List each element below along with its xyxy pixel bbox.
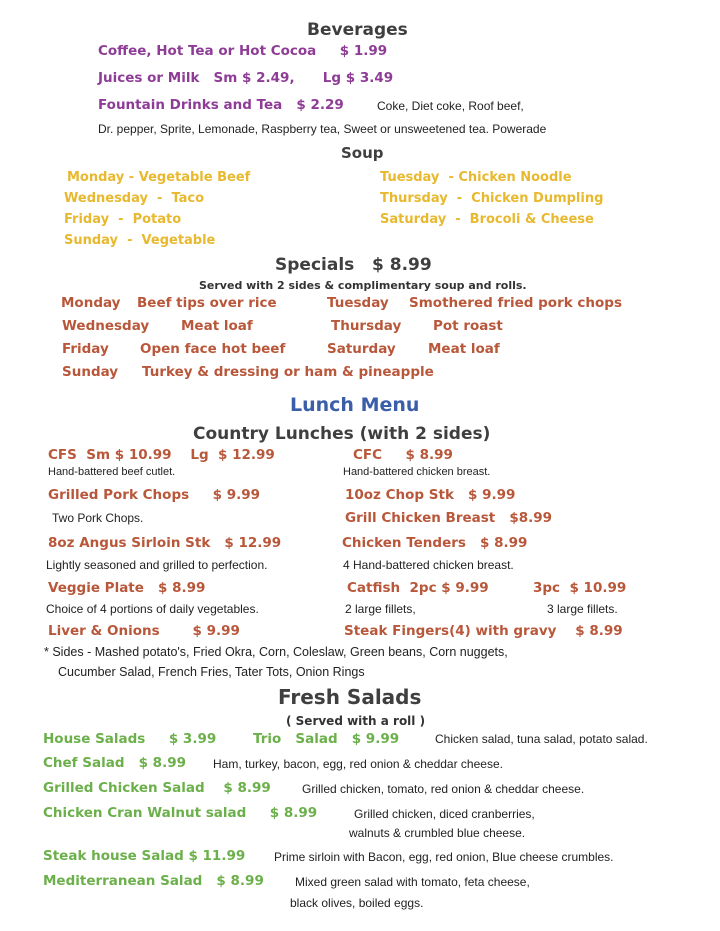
steak-fingers-item: Steak Fingers(4) with gravy $ 8.99 bbox=[344, 623, 623, 639]
soup-title: Soup bbox=[341, 144, 384, 162]
special-day: Wednesday bbox=[62, 318, 150, 334]
soup-thursday: Thursday - Chicken Dumpling bbox=[380, 191, 604, 206]
soup-friday: Friday - Potato bbox=[64, 212, 182, 227]
soup-monday: Monday - Vegetable Beef bbox=[67, 170, 251, 185]
chef-desc: Ham, turkey, bacon, egg, red onion & cheddar cheese. bbox=[213, 757, 503, 771]
sirloin-desc: Lightly seasoned and grilled to perfection. bbox=[46, 558, 268, 572]
chop-item: 10oz Chop Stk $ 9.99 bbox=[345, 487, 516, 503]
pork-item: Grilled Pork Chops $ 9.99 bbox=[48, 487, 261, 503]
cran-walnut-salad: Chicken Cran Walnut salad $ 8.99 bbox=[43, 805, 318, 821]
cran-walnut-desc-2: walnuts & crumbled blue cheese. bbox=[349, 826, 526, 840]
special-day: Saturday bbox=[327, 341, 396, 357]
salads-subtitle: ( Served with a roll ) bbox=[286, 714, 426, 728]
soup-wednesday: Wednesday - Taco bbox=[64, 191, 205, 206]
cfc-desc: Hand-battered chicken breast. bbox=[343, 466, 491, 478]
sirloin-item: 8oz Angus Sirloin Stk $ 12.99 bbox=[48, 535, 282, 551]
catfish-item: Catfish 2pc $ 9.99 bbox=[347, 580, 489, 596]
tenders-desc: 4 Hand-battered chicken breast. bbox=[343, 558, 514, 572]
catfish-3pc-desc: 3 large fillets. bbox=[547, 602, 618, 616]
pork-desc: Two Pork Chops. bbox=[52, 511, 144, 525]
sides-line-1: * Sides - Mashed potato's, Fried Okra, Corn, Coleslaw, Green beans, Corn nuggets, bbox=[44, 645, 508, 659]
soup-saturday: Saturday - Brocoli & Cheese bbox=[380, 212, 594, 227]
lunch-title: Lunch Menu bbox=[290, 394, 420, 416]
lunch-subtitle: Country Lunches (with 2 sides) bbox=[193, 424, 491, 444]
catfish-3pc-item: 3pc $ 10.99 bbox=[533, 580, 627, 596]
beverages-title: Beverages bbox=[307, 20, 408, 40]
special-item: Meat loaf bbox=[181, 318, 253, 334]
special-day: Thursday bbox=[331, 318, 402, 334]
steak-house-desc: Prime sirloin with Bacon, egg, red onion, Blue cheese crumbles. bbox=[274, 850, 614, 864]
trio-salad: Trio Salad $ 9.99 bbox=[253, 731, 400, 747]
special-item: Open face hot beef bbox=[140, 341, 286, 357]
salads-title: Fresh Salads bbox=[278, 685, 422, 709]
catfish-desc: 2 large fillets, bbox=[345, 602, 416, 616]
mediterranean-desc: Mixed green salad with tomato, feta cheese, bbox=[295, 875, 530, 889]
juice-item: Juices or Milk Sm $ 2.49, Lg $ 3.49 bbox=[98, 70, 394, 86]
special-day: Friday bbox=[62, 341, 109, 357]
special-day: Monday bbox=[61, 295, 121, 311]
grilled-chicken-desc: Grilled chicken, tomato, red onion & cheddar cheese. bbox=[302, 782, 585, 796]
sides-line-2: Cucumber Salad, French Fries, Tater Tots, Onion Rings bbox=[58, 665, 365, 679]
house-salad: House Salads $ 3.99 bbox=[43, 731, 217, 747]
special-item: Smothered fried pork chops bbox=[409, 295, 623, 311]
coffee-item: Coffee, Hot Tea or Hot Cocoa $ 1.99 bbox=[98, 43, 388, 59]
special-day: Sunday bbox=[62, 364, 119, 380]
veggie-desc: Choice of 4 portions of daily vegetables. bbox=[46, 602, 259, 616]
specials-subtitle: Served with 2 sides & complimentary soup and rolls. bbox=[199, 279, 527, 292]
specials-title: Specials $ 8.99 bbox=[275, 255, 432, 275]
trio-desc: Chicken salad, tuna salad, potato salad. bbox=[435, 732, 648, 746]
mediterranean-salad: Mediterranean Salad $ 8.99 bbox=[43, 873, 264, 889]
cfs-item: CFS Sm $ 10.99 Lg $ 12.99 bbox=[48, 447, 275, 463]
cfc-item: CFC $ 8.99 bbox=[353, 447, 453, 463]
cfs-desc: Hand-battered beef cutlet. bbox=[48, 466, 176, 478]
steak-house-salad: Steak house Salad $ 11.99 bbox=[43, 848, 246, 864]
soup-tuesday: Tuesday - Chicken Noodle bbox=[380, 170, 572, 185]
cran-walnut-desc: Grilled chicken, diced cranberries, bbox=[354, 807, 535, 821]
fountain-desc-2: Dr. pepper, Sprite, Lemonade, Raspberry tea, Sweet or unsweetened tea. Powerade bbox=[98, 122, 547, 136]
soup-sunday: Sunday - Vegetable bbox=[64, 233, 216, 248]
special-item: Turkey & dressing or ham & pineapple bbox=[142, 364, 434, 380]
special-item: Pot roast bbox=[433, 318, 503, 334]
fountain-item: Fountain Drinks and Tea $ 2.29 bbox=[98, 97, 344, 113]
mediterranean-desc-2: black olives, boiled eggs. bbox=[290, 896, 424, 910]
special-item: Meat loaf bbox=[428, 341, 500, 357]
liver-item: Liver & Onions $ 9.99 bbox=[48, 623, 240, 639]
grilled-chicken-salad: Grilled Chicken Salad $ 8.99 bbox=[43, 780, 271, 796]
veggie-item: Veggie Plate $ 8.99 bbox=[48, 580, 206, 596]
special-day: Tuesday bbox=[327, 295, 389, 311]
special-item: Beef tips over rice bbox=[137, 295, 277, 311]
fountain-desc: Coke, Diet coke, Roof beef, bbox=[377, 99, 524, 113]
grill-chicken-item: Grill Chicken Breast $8.99 bbox=[345, 510, 553, 526]
tenders-item: Chicken Tenders $ 8.99 bbox=[342, 535, 528, 551]
chef-salad: Chef Salad $ 8.99 bbox=[43, 755, 186, 771]
